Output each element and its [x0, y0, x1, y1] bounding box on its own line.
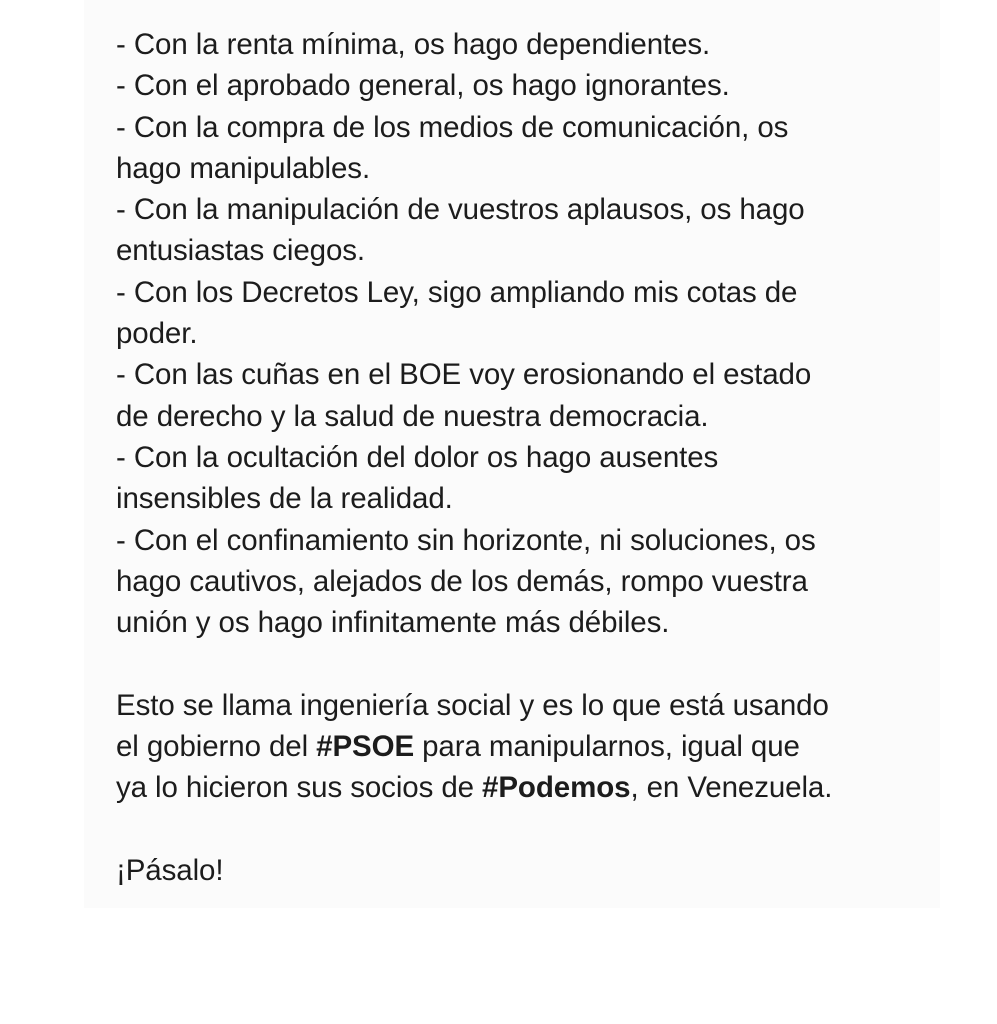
closing-line-3-start: ya lo hicieron sus socios de	[116, 771, 483, 805]
closing-line-2-start: el gobierno del	[116, 730, 317, 764]
text-line: insensibles de la realidad.	[116, 482, 453, 516]
post-text	[116, 24, 926, 891]
text-line: - Con la manipulación de vuestros aplausos, os hago	[116, 193, 805, 227]
hashtag-podemos-link[interactable]: #Podemos	[482, 771, 631, 805]
paragraph-gap	[116, 643, 926, 684]
text-line: de derecho y la salud de nuestra democracia.	[116, 399, 709, 433]
text-line: hago manipulables.	[116, 151, 371, 185]
text-line: - Con el confinamiento sin horizonte, ni soluciones, os	[116, 523, 816, 557]
text-line: hago cautivos, alejados de los demás, rompo vuestra	[116, 564, 808, 598]
text-line: unión y os hago infinitamente más débiles.	[116, 606, 670, 640]
text-line: - Con la renta mínima, os hago dependientes.	[116, 28, 711, 61]
text-line: poder.	[116, 317, 198, 351]
page-background-bottom	[0, 908, 997, 1024]
closing-line-3-end: , en Venezuela.	[630, 771, 833, 805]
text-line: - Con la ocultación del dolor os hago ausentes	[116, 440, 719, 474]
share-call: ¡Pásalo!	[116, 853, 224, 887]
closing-line-1: Esto se llama ingeniería social y es lo que está usando	[116, 688, 829, 722]
closing-line-2-end: para manipularnos, igual que	[414, 730, 800, 764]
paragraph-gap	[116, 809, 926, 850]
hashtag-psoe-link[interactable]: #PSOE	[316, 730, 415, 764]
text-line: - Con los Decretos Ley, sigo ampliando mis cotas de	[116, 275, 798, 309]
text-line: - Con la compra de los medios de comunicación, os	[116, 110, 789, 144]
text-line: entusiastas ciegos.	[116, 234, 365, 268]
closing-line-3	[116, 767, 926, 808]
text-line: - Con las cuñas en el BOE voy erosionando el estado	[116, 358, 812, 392]
closing-line-2	[116, 726, 926, 767]
text-line: - Con el aprobado general, os hago ignorantes.	[116, 69, 730, 103]
